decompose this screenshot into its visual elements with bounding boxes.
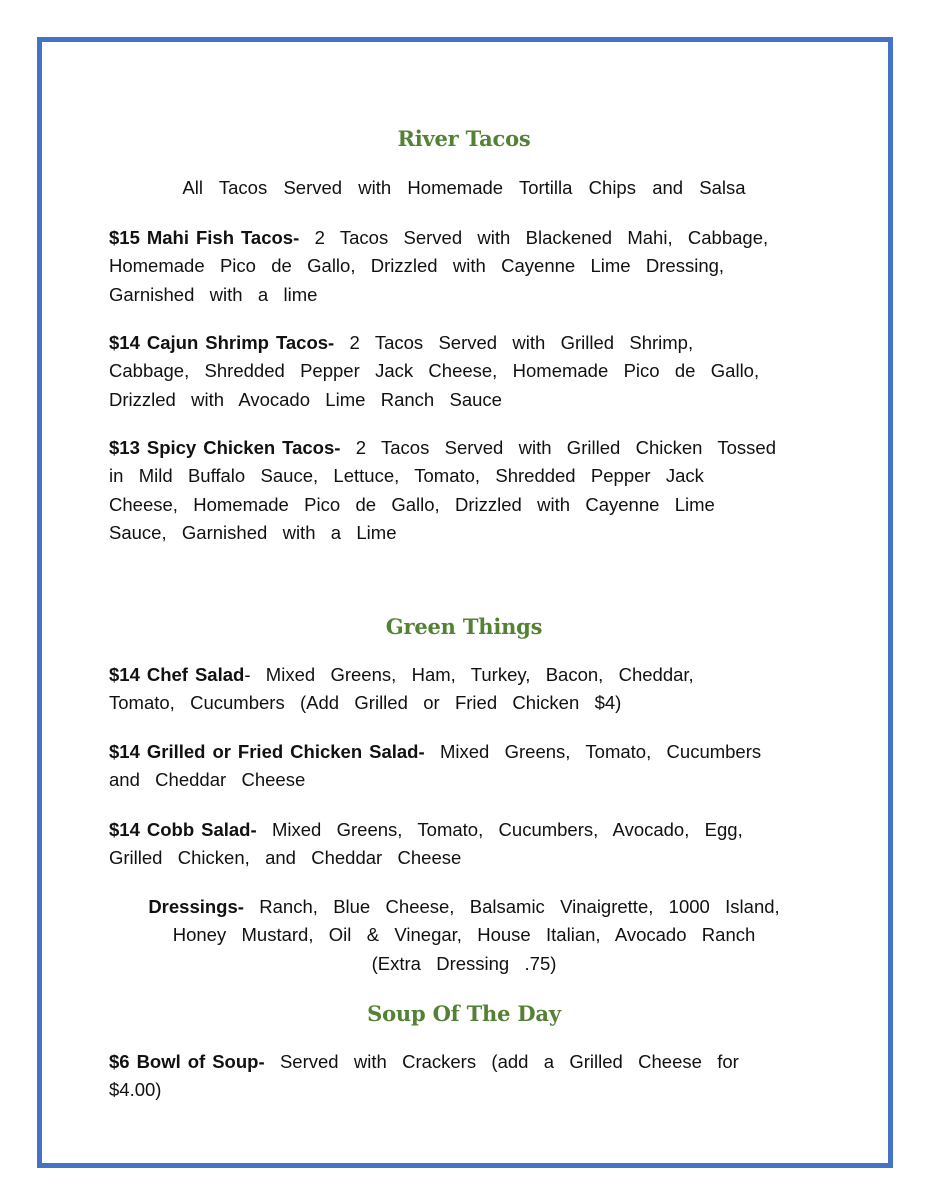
item-name: $15 Mahi Fish Tacos- — [109, 227, 300, 248]
item-name: $6 Bowl of Soup- — [109, 1051, 265, 1072]
item-description: - Mixed Greens, Ham, Turkey, Bacon, Cheddar, — [244, 664, 694, 685]
menu-item-cajun-shrimp-tacos — [109, 329, 819, 414]
section-title-river-tacos: River Tacos — [397, 126, 531, 151]
item-description: 2 Tacos Served with Blackened Mahi, Cabbage, — [314, 227, 769, 248]
item-name: $14 Chef Salad — [109, 664, 245, 685]
dressings-options: Ranch, Blue Cheese, Balsamic Vinaigrette, 1000 Island, — [259, 896, 780, 917]
dressings-list — [109, 893, 819, 978]
dressings-label: Dressings- — [148, 896, 244, 917]
item-description: in Mild Buffalo Sauce, Lettuce, Tomato, Shredded Pepper Jack — [109, 465, 704, 487]
item-description: Mixed Greens, Tomato, Cucumbers — [439, 741, 762, 762]
item-description: 2 Tacos Served with Grilled Shrimp, — [349, 332, 694, 353]
item-description: $4.00) — [109, 1079, 162, 1101]
item-description: Homemade Pico de Gallo, Drizzled with Cayenne Lime Dressing, — [109, 255, 725, 277]
item-description: Drizzled with Avocado Lime Ranch Sauce — [109, 388, 502, 410]
menu-item-chef-salad — [109, 661, 819, 718]
item-description: Tomato, Cucumbers (Add Grilled or Fried Chicken $4) — [109, 692, 622, 714]
item-name: $14 Cajun Shrimp Tacos- — [109, 332, 335, 353]
item-description: Cabbage, Shredded Pepper Jack Cheese, Homemade Pico de Gallo, — [109, 360, 760, 382]
dressings-options: Honey Mustard, Oil & Vinegar, House Italian, Avocado Ranch — [172, 924, 756, 946]
item-description: Served with Crackers (add a Grilled Cheese for — [279, 1051, 739, 1072]
dressings-extra: (Extra Dressing .75) — [371, 952, 557, 974]
menu-item-chicken-salad — [109, 738, 819, 795]
item-name: $14 Grilled or Fried Chicken Salad- — [109, 741, 425, 762]
item-description: Sauce, Garnished with a Lime — [109, 521, 397, 543]
section-title-green-things: Green Things — [385, 614, 543, 639]
item-description: Garnished with a lime — [109, 283, 318, 305]
menu-item-mahi-fish-tacos — [109, 224, 819, 309]
item-description: Mixed Greens, Tomato, Cucumbers, Avocado, Egg, — [271, 819, 743, 840]
tacos-subtitle: All Tacos Served with Homemade Tortilla Chips and Salsa — [182, 177, 746, 198]
menu-item-cobb-salad — [109, 816, 819, 873]
item-description: Cheese, Homemade Pico de Gallo, Drizzled with Cayenne Lime — [109, 493, 715, 515]
item-description: and Cheddar Cheese — [109, 769, 306, 791]
item-name: $14 Cobb Salad- — [109, 819, 257, 840]
menu-border — [37, 37, 893, 1168]
item-description: 2 Tacos Served with Grilled Chicken Tossed — [355, 437, 777, 458]
menu-item-bowl-of-soup — [109, 1048, 819, 1105]
item-name: $13 Spicy Chicken Tacos- — [109, 437, 341, 458]
menu-item-spicy-chicken-tacos — [109, 434, 819, 547]
item-description: Grilled Chicken, and Cheddar Cheese — [109, 847, 462, 869]
section-title-soup-of-the-day: Soup Of The Day — [367, 1001, 561, 1026]
